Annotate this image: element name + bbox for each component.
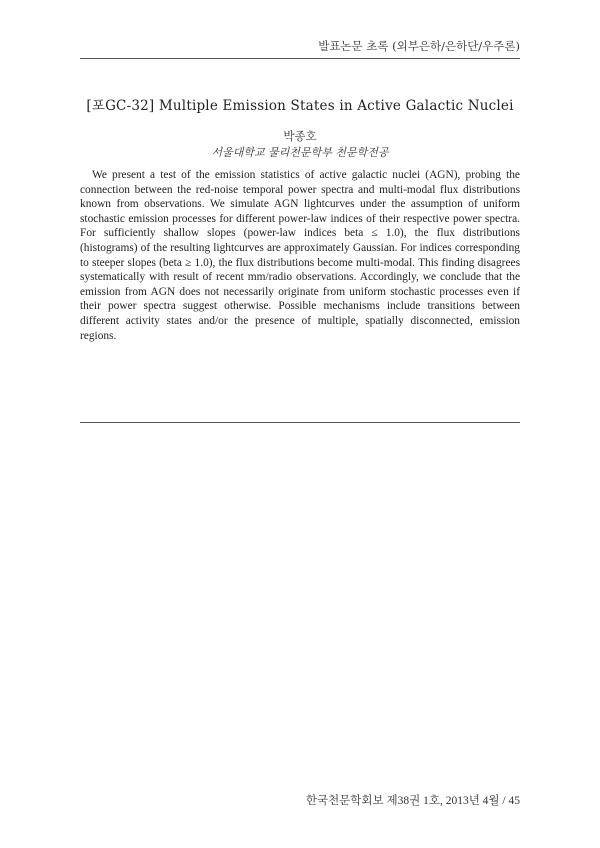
author-affiliation: 서울대학교 물리천문학부 천문학전공 [211,146,389,159]
author-name: 박종호 [283,129,317,143]
running-header: 발표논문 초록 (외부은하/은하단/우주론) [318,39,520,53]
abstract-text: We present a test of the emission statistics of active galactic nuclei (AGN), probing the connection between the red-noise temporal power spectra and multi-modal flux distributions known from observations. We simulate AGN lightcurves under the assumption of uniform stochastic emission processes for different power-law indices of their respective power spectra. For sufficiently shallow slopes (power-law indices beta ≤ 1.0), the flux distributions (histograms) of the resulting lightcurves are approximately Gaussian. For indices corresponding to steeper slopes (beta ≥ 1.0), the flux distributions become multi-modal. This finding disagrees systematically with result of recent mm/radio observations. Accordingly, we conclude that the emission from AGN does not necessarily originate from uniform stochastic processes even if their power spectra suggest otherwise. Possible mechanisms include transitions between different activity states and/or the presence of multiple, spatially disconnected, emission regions. [80,169,520,342]
abstract-divider [80,422,520,423]
page-footer-citation: 한국천문학회보 제38권 1호, 2013년 4월 / 45 [305,795,520,807]
header-divider [80,58,520,59]
paper-title: [포GC-32] Multiple Emission States in Active Galactic Nuclei [86,98,514,114]
